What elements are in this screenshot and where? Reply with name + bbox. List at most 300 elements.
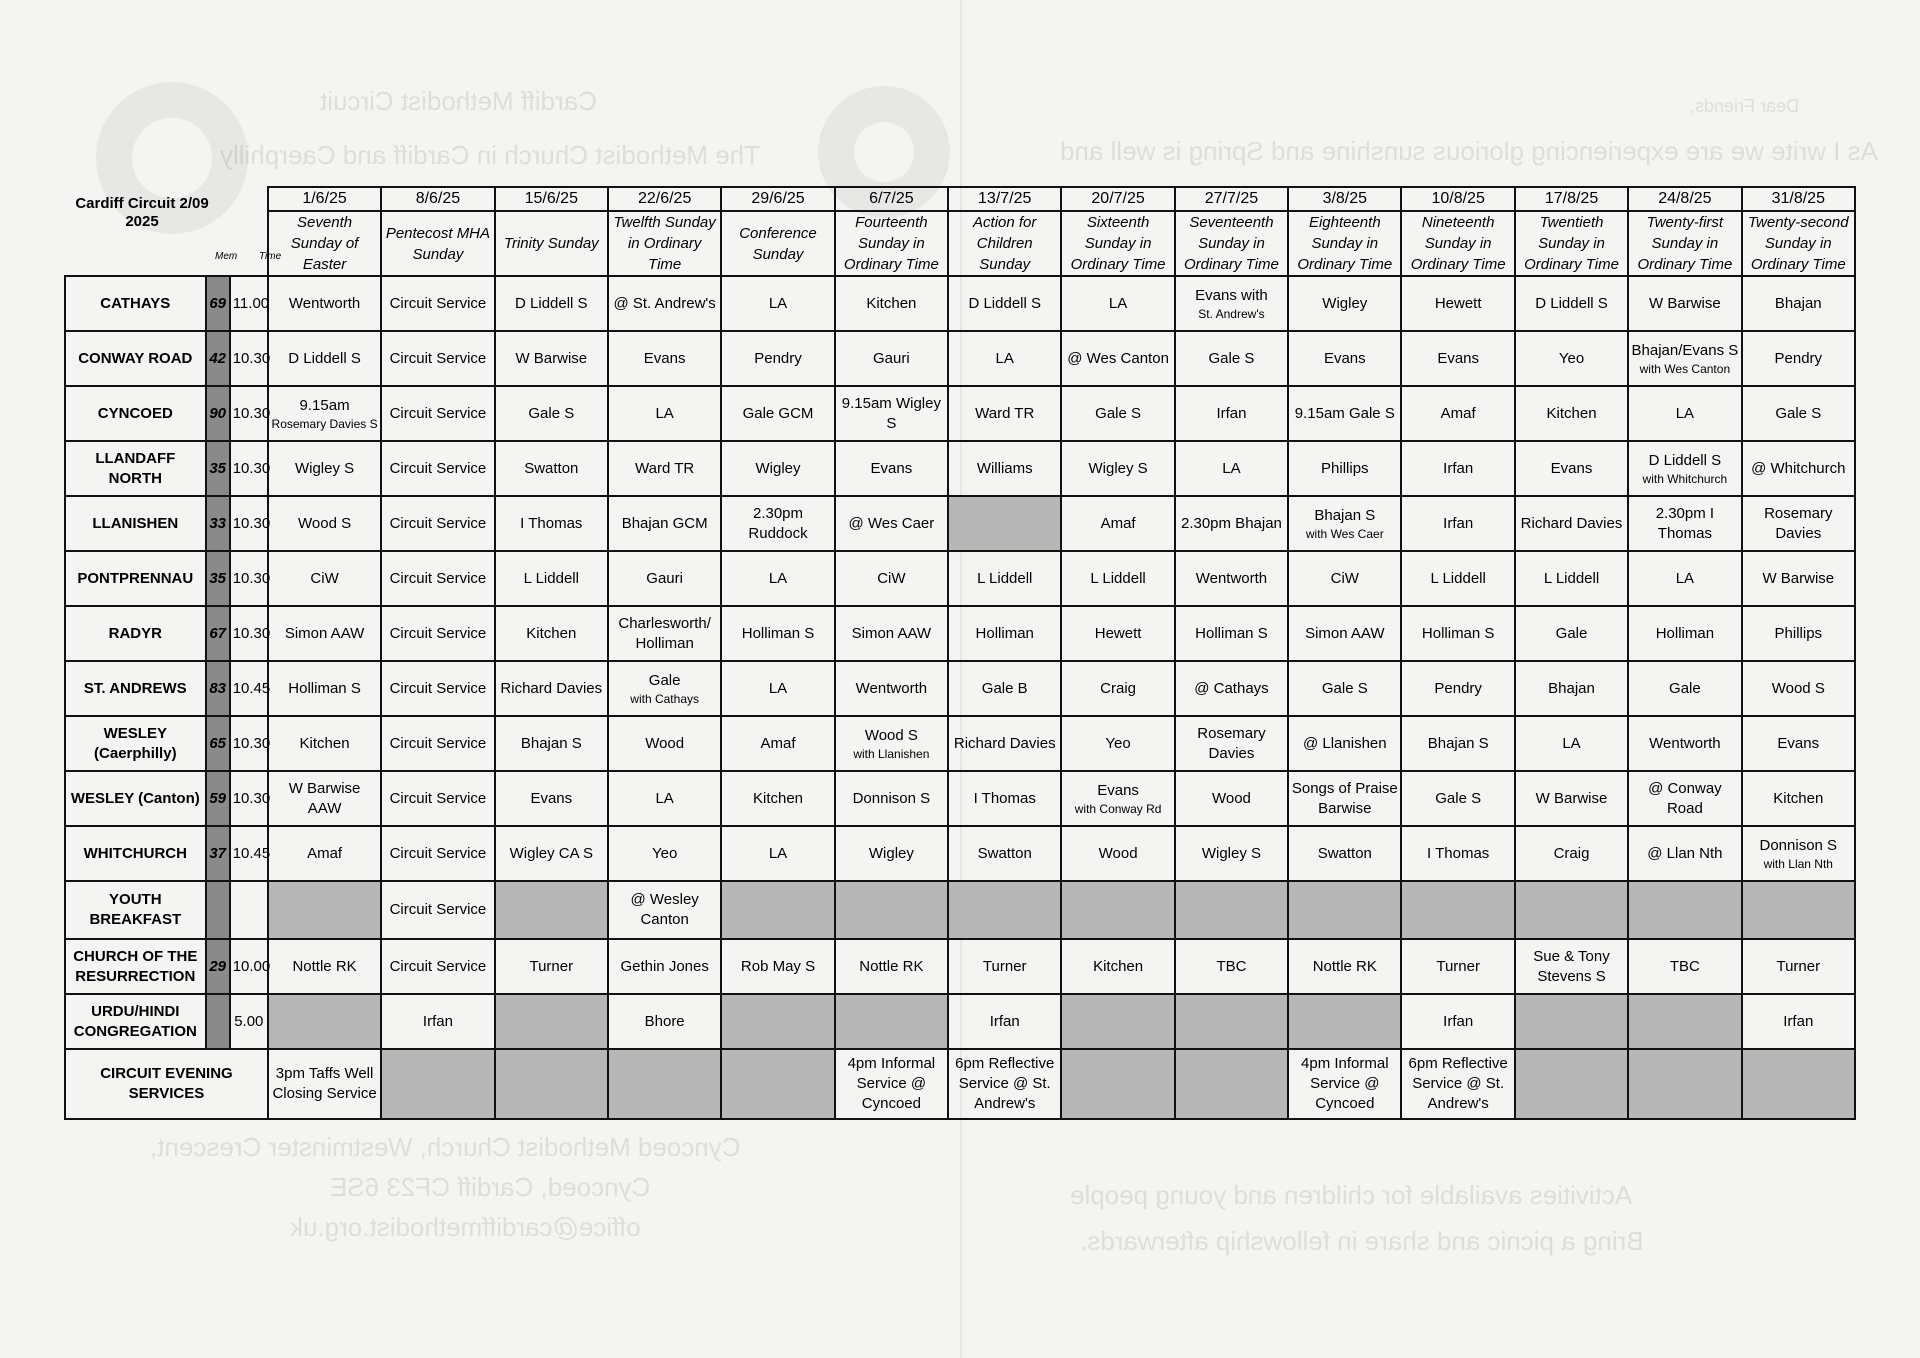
preacher-name: Yeo <box>1558 349 1585 367</box>
preacher-name: 6pm Reflective Service @ St. Andrew's <box>1408 1055 1508 1112</box>
preacher-cell <box>1288 551 1401 606</box>
preacher-cell <box>1628 551 1741 606</box>
preacher-cell <box>721 276 834 331</box>
preacher-name: Bhore <box>644 1012 685 1030</box>
preacher-name: Irfan <box>989 1012 1020 1030</box>
preacher-cell <box>948 771 1061 826</box>
preacher-cell <box>495 441 608 496</box>
preacher-cell <box>1061 551 1174 606</box>
preacher-cell <box>1288 1049 1401 1119</box>
preacher-name: Evans <box>1323 349 1366 367</box>
unscheduled-cell <box>1628 994 1741 1049</box>
bleed-text-4: As I write we are experiencing glorious sunshine and Spring is well and <box>1060 136 1878 166</box>
service-time: 10.30 <box>230 606 268 661</box>
preacher-name: Rosemary Davies <box>1197 724 1266 762</box>
preacher-name: 9.15am <box>299 396 350 414</box>
sunday-name: Eighteenth Sunday in Ordinary Time <box>1288 211 1401 276</box>
preacher-cell <box>1061 331 1174 386</box>
date-header: 31/8/25 <box>1742 187 1855 211</box>
preacher-name: Phillips <box>1774 624 1823 642</box>
church-row-st-andrews <box>65 661 1855 716</box>
preacher-name: Kitchen <box>299 734 350 752</box>
preacher-cell <box>948 606 1061 661</box>
church-name: YOUTH BREAKFAST <box>65 881 206 939</box>
preacher-name: Gale S <box>1208 349 1255 367</box>
preacher-cell <box>1288 716 1401 771</box>
preacher-cell <box>268 606 381 661</box>
preacher-name: Ward TR <box>635 459 695 477</box>
sunday-name: Action for Children Sunday <box>948 211 1061 276</box>
preacher-cell <box>721 496 834 551</box>
preacher-name: Circuit Service <box>389 349 487 367</box>
bleed-text-5: Cyncoed Methodist Church, Westminster Crescent, <box>150 1132 741 1162</box>
church-name: URDU/HINDI CONGREGATION <box>65 994 206 1049</box>
sunday-name: Pentecost MHA Sunday <box>381 211 494 276</box>
preacher-name: Circuit Service <box>389 569 487 587</box>
preacher-name: Turner <box>982 957 1027 975</box>
preacher-name: @ St. Andrew's <box>613 294 716 312</box>
membership-count: 59 <box>206 771 230 826</box>
church-row-whitchurch <box>65 826 1855 881</box>
preacher-name: Evans <box>1437 349 1480 367</box>
membership-count: 90 <box>206 386 230 441</box>
preacher-cell <box>1401 441 1514 496</box>
preacher-cell <box>268 939 381 994</box>
preacher-cell <box>835 1049 948 1119</box>
preacher-cell <box>495 606 608 661</box>
preacher-name: Bhajan S <box>1427 734 1489 752</box>
sunday-name: Conference Sunday <box>721 211 834 276</box>
preacher-name: D Liddell S <box>288 349 361 367</box>
preacher-cell <box>948 1049 1061 1119</box>
preacher-cell <box>1061 386 1174 441</box>
preacher-cell <box>1288 826 1401 881</box>
preacher-name: LA <box>768 679 788 697</box>
preacher-cell <box>268 661 381 716</box>
preacher-name: CiW <box>310 569 339 587</box>
preacher-cell <box>721 551 834 606</box>
preacher-cell <box>1288 331 1401 386</box>
preacher-name: Gale S <box>528 404 575 422</box>
preacher-cell <box>1515 551 1628 606</box>
preacher-cell <box>1175 496 1288 551</box>
preacher-cell <box>948 826 1061 881</box>
preacher-cell <box>495 386 608 441</box>
preacher-cell <box>1742 386 1855 441</box>
preacher-cell <box>1742 441 1855 496</box>
preacher-name: Circuit Service <box>389 404 487 422</box>
unscheduled-cell <box>1061 881 1174 939</box>
preacher-cell <box>381 716 494 771</box>
preacher-cell <box>948 661 1061 716</box>
preacher-name: Gauri <box>873 349 910 367</box>
preacher-name: Simon AAW <box>851 624 932 642</box>
preacher-name: Gale B <box>981 679 1028 697</box>
preacher-cell <box>1515 661 1628 716</box>
preacher-cell <box>1288 771 1401 826</box>
preacher-name: Gale <box>1669 679 1701 697</box>
date-header: 27/7/25 <box>1175 187 1288 211</box>
preacher-cell <box>495 771 608 826</box>
preacher-cell <box>1401 771 1514 826</box>
preacher-name: Irfan <box>1443 1012 1474 1030</box>
preacher-name: Simon AAW <box>284 624 365 642</box>
preacher-name: Circuit Service <box>389 294 487 312</box>
preacher-cell <box>1628 939 1741 994</box>
preacher-cell <box>948 331 1061 386</box>
preacher-cell <box>948 716 1061 771</box>
preacher-cell <box>1175 331 1288 386</box>
preacher-cell <box>948 441 1061 496</box>
preacher-name: I Thomas <box>520 514 583 532</box>
church-name: PONTPRENNAU <box>65 551 206 606</box>
unscheduled-cell <box>721 994 834 1049</box>
preacher-cell <box>835 716 948 771</box>
preacher-name: CiW <box>1330 569 1359 587</box>
preacher-name: Gale S <box>1775 404 1822 422</box>
membership-count: 37 <box>206 826 230 881</box>
unscheduled-cell <box>1628 1049 1741 1119</box>
preacher-cell <box>1175 661 1288 716</box>
preacher-cell <box>381 826 494 881</box>
service-time: 10.30 <box>230 386 268 441</box>
preacher-cell <box>1628 606 1741 661</box>
preacher-cell <box>1288 661 1401 716</box>
church-row-llandaff-north <box>65 441 1855 496</box>
unscheduled-cell <box>948 881 1061 939</box>
preacher-cell <box>1061 661 1174 716</box>
date-header: 1/6/25 <box>268 187 381 211</box>
preacher-name: LA <box>995 349 1014 367</box>
membership-count: 83 <box>206 661 230 716</box>
preacher-cell <box>1401 551 1514 606</box>
preacher-cell <box>1628 331 1741 386</box>
unscheduled-cell <box>1288 994 1401 1049</box>
preacher-name: D Liddell S <box>1535 294 1608 312</box>
preacher-cell <box>835 606 948 661</box>
preacher-name: Wentworth <box>288 294 361 312</box>
preacher-cell <box>1742 551 1855 606</box>
preacher-cell <box>1628 716 1741 771</box>
service-time: 10.30 <box>230 441 268 496</box>
unscheduled-cell <box>1061 994 1174 1049</box>
preacher-name: Pendry <box>1434 679 1482 697</box>
church-name: CATHAYS <box>65 276 206 331</box>
preacher-cell <box>381 994 494 1049</box>
preacher-name: Nottle RK <box>859 957 924 975</box>
unscheduled-cell <box>948 496 1061 551</box>
preacher-name: Circuit Service <box>389 844 487 862</box>
bleed-text-1: Cardiff Methodist Circuit <box>320 86 597 116</box>
preacher-cell <box>1742 716 1855 771</box>
unscheduled-cell <box>495 994 608 1049</box>
preacher-name: Gale S <box>1095 404 1142 422</box>
preacher-name: Wigley <box>1322 294 1368 312</box>
preacher-name: Wigley CA S <box>509 844 593 862</box>
service-time: 10.30 <box>230 551 268 606</box>
preacher-name: @ Cathays <box>1194 679 1269 697</box>
preacher-name: Wentworth <box>1195 569 1268 587</box>
preacher-cell <box>1401 331 1514 386</box>
unscheduled-cell <box>721 1049 834 1119</box>
preacher-cell <box>495 716 608 771</box>
church-row-pontprennau <box>65 551 1855 606</box>
preacher-cell <box>381 551 494 606</box>
church-row-cathays <box>65 276 1855 331</box>
bleed-text-3: Dear Friends, <box>1690 96 1800 116</box>
preacher-name: Gethin Jones <box>620 957 709 975</box>
preacher-cell <box>721 771 834 826</box>
preacher-name: W Barwise <box>1535 789 1608 807</box>
preacher-cell <box>1175 771 1288 826</box>
church-row-wesley-caerphilly <box>65 716 1855 771</box>
preacher-cell <box>1515 496 1628 551</box>
preacher-cell <box>1742 331 1855 386</box>
preacher-name: Donnison S <box>1759 836 1838 854</box>
membership-count: 33 <box>206 496 230 551</box>
preacher-cell <box>381 661 494 716</box>
sunday-header-row <box>65 211 1855 276</box>
preacher-name: @ Wes Caer <box>848 514 935 532</box>
preacher-cell <box>608 994 721 1049</box>
preacher-name: LA <box>1675 404 1695 422</box>
membership-count: 65 <box>206 716 230 771</box>
preacher-name: Bhajan <box>1774 294 1822 312</box>
preacher-cell <box>835 386 948 441</box>
preacher-name: Yeo <box>1105 734 1131 752</box>
preacher-name: Wentworth <box>855 679 928 697</box>
preacher-cell <box>268 276 381 331</box>
sunday-name: Trinity Sunday <box>495 211 608 276</box>
preacher-name: 9.15am Gale S <box>1294 404 1395 422</box>
circuit-title: Cardiff Circuit 2/09 <box>75 195 209 212</box>
preacher-name: Kitchen <box>1093 957 1144 975</box>
preacher-cell <box>381 606 494 661</box>
preacher-cell <box>608 826 721 881</box>
preacher-name: Irfan <box>1783 1012 1814 1030</box>
preacher-cell <box>608 939 721 994</box>
preacher-cell <box>948 551 1061 606</box>
preacher-name: D Liddell S <box>515 294 588 312</box>
date-header: 29/6/25 <box>721 187 834 211</box>
service-time: 10.30 <box>230 496 268 551</box>
preacher-name: Kitchen <box>1546 404 1597 422</box>
preacher-note: Rosemary Davies S <box>271 416 378 431</box>
preacher-cell <box>1288 939 1401 994</box>
preacher-name: Craig <box>1100 679 1137 697</box>
unscheduled-cell <box>381 1049 494 1119</box>
bleed-text-7: office@cardiffmethodist.org.uk <box>290 1212 641 1242</box>
preacher-cell <box>835 441 948 496</box>
preacher-name: Songs of Praise Barwise <box>1291 779 1398 817</box>
preacher-cell <box>721 441 834 496</box>
preacher-name: Pendry <box>754 349 802 367</box>
date-header: 22/6/25 <box>608 187 721 211</box>
preacher-cell <box>1401 826 1514 881</box>
preacher-cell <box>1288 496 1401 551</box>
preacher-name: Amaf <box>760 734 796 752</box>
preacher-cell <box>721 716 834 771</box>
preacher-name: Bhajan S <box>1314 506 1376 524</box>
service-time: 10.30 <box>230 716 268 771</box>
preacher-cell <box>1288 606 1401 661</box>
preacher-name: Evans <box>870 459 913 477</box>
preacher-cell <box>721 939 834 994</box>
preacher-name: Irfan <box>1443 459 1474 477</box>
preacher-cell <box>1515 386 1628 441</box>
preacher-name: LA <box>655 789 674 807</box>
preacher-name: Gale <box>648 671 681 689</box>
membership-count: 35 <box>206 551 230 606</box>
preacher-name: Gale GCM <box>742 404 814 422</box>
preacher-cell <box>1175 826 1288 881</box>
preacher-cell <box>1061 441 1174 496</box>
preacher-name: Holliman S <box>1421 624 1495 642</box>
preacher-cell <box>1401 276 1514 331</box>
church-row-radyr <box>65 606 1855 661</box>
preacher-name: Holliman S <box>741 624 815 642</box>
preacher-name: Nottle RK <box>292 957 357 975</box>
preacher-name: Craig <box>1553 844 1590 862</box>
church-name: CONWAY ROAD <box>65 331 206 386</box>
church-row-church-of-the-resurrection <box>65 939 1855 994</box>
preacher-cell <box>1628 771 1741 826</box>
unscheduled-cell <box>1515 1049 1628 1119</box>
preacher-cell <box>1515 276 1628 331</box>
sunday-name: Seventh Sunday of Easter <box>268 211 381 276</box>
preacher-name: Circuit Service <box>389 734 487 752</box>
preacher-cell <box>1288 441 1401 496</box>
church-row-urdu-hindi-congregation <box>65 994 1855 1049</box>
preacher-name: Swatton <box>524 459 579 477</box>
unscheduled-cell <box>1175 881 1288 939</box>
preacher-note: with Wes Canton <box>1639 361 1731 376</box>
preacher-cell <box>495 551 608 606</box>
preacher-name: Nottle RK <box>1312 957 1377 975</box>
preacher-cell <box>608 881 721 939</box>
preacher-cell <box>268 826 381 881</box>
membership-count: 29 <box>206 939 230 994</box>
preacher-name: Irfan <box>422 1012 453 1030</box>
church-name: WESLEY (Caerphilly) <box>65 716 206 771</box>
preacher-cell <box>1742 771 1855 826</box>
unscheduled-cell <box>1175 1049 1288 1119</box>
preacher-name: Wigley S <box>1088 459 1148 477</box>
preacher-cell <box>948 994 1061 1049</box>
preacher-cell <box>268 551 381 606</box>
preacher-name: I Thomas <box>1427 844 1490 862</box>
preacher-name: Holliman S <box>288 679 361 697</box>
preacher-name: @ Whitchurch <box>1751 459 1846 477</box>
unscheduled-cell <box>495 881 608 939</box>
preacher-name: Wood S <box>864 726 918 744</box>
preacher-cell <box>1628 386 1741 441</box>
preacher-cell <box>1288 276 1401 331</box>
service-time: 10.45 <box>230 661 268 716</box>
preacher-name: Yeo <box>651 844 678 862</box>
preacher-name: Kitchen <box>1773 789 1824 807</box>
preacher-note: with Whitchurch <box>1642 471 1728 486</box>
preacher-name: Evans with <box>1195 286 1268 304</box>
preacher-cell <box>1175 716 1288 771</box>
service-time: 10.30 <box>230 331 268 386</box>
preacher-cell <box>948 276 1061 331</box>
unscheduled-cell <box>268 994 381 1049</box>
preacher-cell <box>1288 386 1401 441</box>
preacher-name: Circuit Service <box>389 459 487 477</box>
preacher-name: W Barwise <box>515 349 588 367</box>
preacher-cell <box>495 661 608 716</box>
unscheduled-cell <box>268 881 381 939</box>
preacher-name: Evans <box>1777 734 1820 752</box>
church-row-cyncoed <box>65 386 1855 441</box>
preacher-name: Wood <box>1211 789 1251 807</box>
preacher-name: LA <box>1675 569 1695 587</box>
preacher-name: Wood <box>1098 844 1138 862</box>
preacher-cell <box>268 386 381 441</box>
preacher-cell <box>1401 606 1514 661</box>
preacher-name: Circuit Service <box>389 679 487 697</box>
membership-count: 67 <box>206 606 230 661</box>
preacher-cell <box>1401 1049 1514 1119</box>
date-header: 8/6/25 <box>381 187 494 211</box>
preacher-name: Gale S <box>1321 679 1368 697</box>
preacher-name: Gale <box>1555 624 1588 642</box>
church-name: CIRCUIT EVENING SERVICES <box>65 1049 268 1119</box>
preacher-name: CiW <box>877 569 906 587</box>
preacher-name: Holliman <box>975 624 1034 642</box>
unscheduled-cell <box>835 881 948 939</box>
preacher-cell <box>381 386 494 441</box>
preacher-note: with Llan Nth <box>1763 856 1833 871</box>
preacher-cell <box>835 939 948 994</box>
preacher-cell <box>835 771 948 826</box>
preacher-name: D Liddell S <box>968 294 1041 312</box>
preacher-name: LA <box>1562 734 1581 752</box>
preacher-name: 9.15am Wigley S <box>841 394 941 432</box>
preacher-name: Holliman <box>1655 624 1715 642</box>
preacher-name: Amaf <box>307 844 343 862</box>
unscheduled-cell <box>1401 881 1514 939</box>
preacher-cell <box>608 771 721 826</box>
preacher-name: LA <box>768 294 788 312</box>
preacher-cell <box>1742 826 1855 881</box>
date-header: 15/6/25 <box>495 187 608 211</box>
preacher-cell <box>1401 496 1514 551</box>
preacher-cell <box>1061 939 1174 994</box>
preacher-note: with Llanishen <box>853 746 930 761</box>
preacher-cell <box>1061 771 1174 826</box>
preacher-cell <box>268 771 381 826</box>
preacher-cell <box>721 331 834 386</box>
preacher-cell <box>1401 939 1514 994</box>
preacher-name: Richard Davies <box>953 734 1056 752</box>
preacher-cell <box>381 441 494 496</box>
service-time <box>230 881 268 939</box>
preacher-cell <box>835 276 948 331</box>
preacher-name: Phillips <box>1321 459 1369 477</box>
preacher-cell <box>1742 606 1855 661</box>
preacher-cell <box>608 551 721 606</box>
preacher-name: Rob May S <box>740 957 816 975</box>
preacher-name: LA <box>1108 294 1128 312</box>
membership-count <box>206 994 230 1049</box>
preacher-name: L Liddell <box>1090 569 1146 587</box>
service-time: 10.45 <box>230 826 268 881</box>
preacher-name: Amaf <box>1440 404 1476 422</box>
date-header: 13/7/25 <box>948 187 1061 211</box>
preacher-cell <box>268 496 381 551</box>
